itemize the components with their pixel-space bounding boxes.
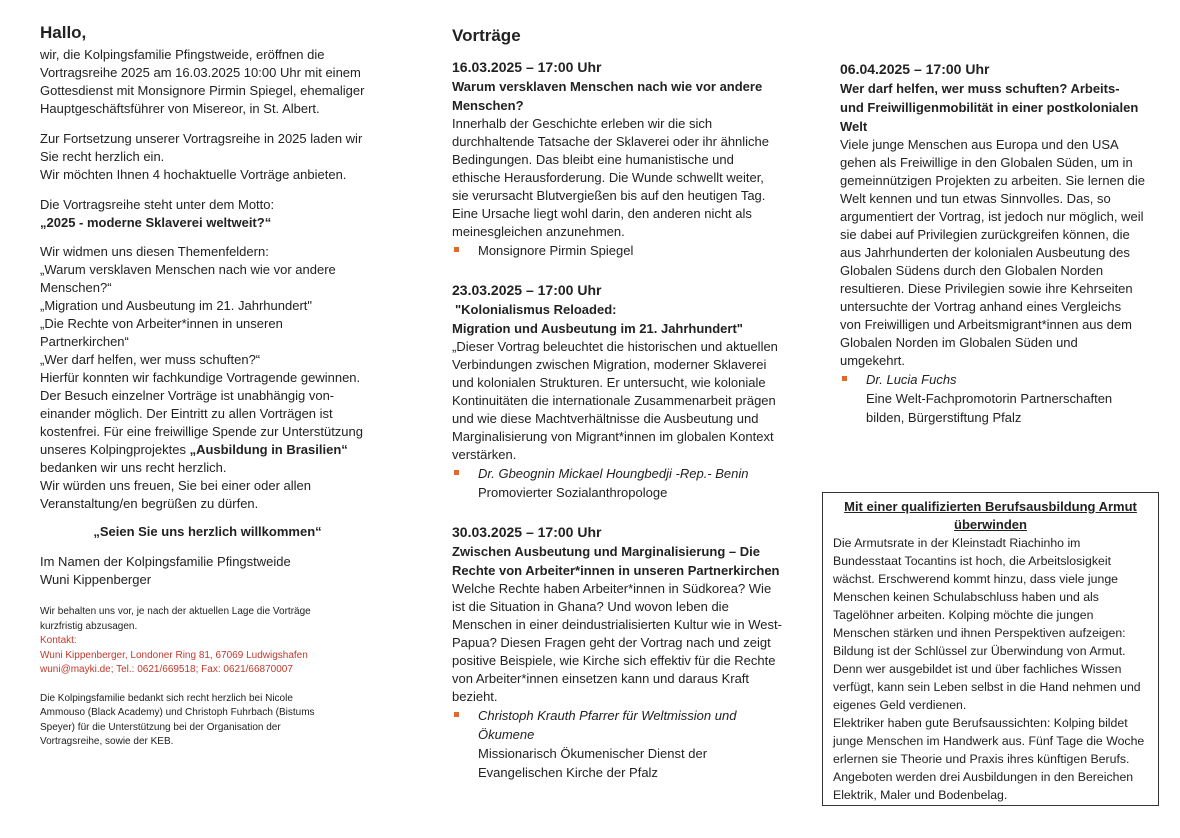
talk3-speaker: Christoph Krauth Pfarrer für Weltmission und Ökumene	[452, 706, 784, 744]
project-info-box	[822, 492, 1159, 806]
invite-text-2: Wir möchten Ihnen 4 hochaktuelle Vorträge anbieten.	[40, 167, 347, 182]
bullet-icon	[454, 712, 459, 717]
contact-label: Kontakt:	[40, 635, 77, 646]
talk1-speaker: Monsignore Pirmin Spiegel	[452, 241, 784, 260]
bullet-icon	[454, 247, 459, 252]
topics-intro: Wir widmen uns diesen Themenfeldern:	[40, 244, 269, 259]
talk4-text: Viele junge Menschen aus Europa und den USA gehen als Freiwillige in den Globalen Süden, um in gemeinnützigen Projekten zu arbeiten. Sie lernen die Welt kennen und tun etwas Sinnvolles. Das, so argumentiert der Vortrag, ist jedoch nur möglich, weil sie dabei auf Privilegien zurückgreifen können, die aus Jahrhunderten der kolonialen Ausbeutung des Globalen Südens durch den Globalen Norden resultieren. Diese Privilegien sowie ihre Kehrseiten untersuchte der Vortrag anhand eines Vergleichs von Freiwilligen und Arbeitsmigrant*innen aus dem Globalen Norden im Globalen Süden und umgekehrt.	[840, 137, 1145, 368]
talk2-text: „Dieser Vortrag beleuchtet die historischen und aktuellen Verbindungen zwischen Migration, moderner Sklaverei und kolonialen Strukturen. Er untersucht, wie koloniale Kontinuitäten die internationale Zusammenarbeit prägen und wie diese Machtverhältnisse die Ausbeutung und Marginalisierung von Migrant*innen im globalen Kontext verstärken.	[452, 339, 778, 462]
box-title: Mit einer qualifizierten Berufsausbildung Armut überwinden	[844, 499, 1137, 532]
intro-text: wir, die Kolpingsfamilie Pfingstweide, eröffnen die Vortragsreihe 2025 am 16.03.2025 10:00 Uhr mit einem Gottesdienst mit Monsignore Pirmin Spiegel, ehemaliger Hauptgeschäftsführer von Misereor, in St. Albert.	[40, 47, 365, 116]
thanks-text: Die Kolpingsfamilie bedankt sich recht herzlich bei Nicole Ammouso (Black Academy) und Christoph Fuhrbach (Bistums Speyer) für die Unterstützung bei der Organisation der Vortragsreihe, sowie der KEB.	[40, 692, 315, 747]
talk4-date: 06.04.2025 – 17:00 Uhr	[840, 61, 990, 77]
talk4-speaker: Dr. Lucia Fuchs	[840, 370, 1145, 389]
talk3-text: Welche Rechte haben Arbeiter*innen in Südkorea? Wie ist die Situation in Ghana? Und wovon leben die Menschen in einer deindustrialisierten Kultur wie in West-Papua? Diesen Fragen geht der Vortrag nach und zeigt positive Beispiele, wie Kirche sich effektiv für die Rechte von Arbeiter*innen einsetzen kann und daraus Kraft bezieht.	[452, 581, 782, 704]
talk2-speaker-role: Promovierter Sozialanthropologe	[478, 485, 668, 500]
signer-name: Wuni Kippenberger	[40, 572, 152, 587]
motto: „2025 - moderne Sklaverei weltweit?“	[40, 215, 272, 230]
talk3-speaker-role: Missionarisch Ökumenischer Dienst der Evangelischen Kirche der Pfalz	[478, 746, 708, 780]
talks-heading: Vorträge	[452, 26, 521, 45]
greeting: Hallo,	[40, 23, 87, 42]
talk3-date: 30.03.2025 – 17:00 Uhr	[452, 524, 602, 540]
talk3-title: Zwischen Ausbeutung und Marginalisierung – Die Rechte von Arbeiter*innen in unseren Partnerkirchen	[452, 544, 780, 578]
closing-text: Wir würden uns freuen, Sie bei einer oder allen Veranstaltung/en begrüßen zu dürfen.	[40, 478, 311, 511]
attendance-text: Der Besuch einzelner Vorträge ist unabhängig von- einander möglich. Der Eintritt zu allen Vorträgen ist kostenfrei. Für eine freiwillige Spende zur Unterstützung unseres Kolpingprojektes „Ausbildung in Brasilien“ bedanken wir uns recht herzlich.	[40, 388, 363, 475]
talk4-speaker-role: Eine Welt-Fachpromotorin Partnerschaften bilden, Bürgerstiftung Pfalz	[866, 391, 1113, 425]
talk1-title: Warum versklaven Menschen nach wie vor andere Menschen?	[452, 79, 763, 113]
box-paragraph: Elektriker haben gute Berufsaussichten: Kolping bildet junge Menschen im Handwerk aus. Fünf Tage die Woche erlernen sie Theorie und Praxis ihres künftigen Berufs. Angeboten werden drei Ausbildungen in den Bereichen Elektrik, Maler und Bodenbelag.	[833, 716, 1145, 802]
contact-details: wuni@mayki.de; Tel.: 0621/669518; Fax: 0621/66870007	[40, 664, 293, 675]
topic-item: „Migration und Ausbeutung im 21. Jahrhundert"	[40, 298, 313, 313]
talk1-date: 16.03.2025 – 17:00 Uhr	[452, 59, 602, 75]
talk2-subtitle: Migration und Ausbeutung im 21. Jahrhundert"	[452, 321, 743, 336]
welcome-text: „Seien Sie uns herzlich willkommen“	[93, 524, 322, 539]
talk2-speaker: Dr. Gbeognin Mickael Houngbedji -Rep.- Benin	[452, 464, 784, 483]
disclaimer: Wir behalten uns vor, je nach der aktuellen Lage die Vorträge kurzfristig abzusagen.	[40, 606, 311, 632]
motto-label: Die Vortragsreihe steht unter dem Motto:	[40, 197, 275, 212]
left-column	[40, 0, 375, 750]
talk1-text: Innerhalb der Geschichte erleben wir die sich durchhaltende Tatsache der Sklaverei oder ihr ähnliche Bedingungen. Das bleibt eine humanistische und ethische Herausforderung. Die Wunde schwellt weiter, sie verursacht Blutvergießen bis auf den heutigen Tag. Eine Ursache liegt wohl darin, den anderen nicht als meinesgleichen anzunehmen.	[452, 116, 770, 239]
signoff-text: Im Namen der Kolpingsfamilie Pfingstweide	[40, 554, 291, 569]
right-column	[840, 0, 1145, 427]
contact-address: Wuni Kippenberger, Londoner Ring 81, 67069 Ludwigshafen	[40, 649, 308, 661]
talk2-date: 23.03.2025 – 17:00 Uhr	[452, 282, 602, 298]
talk4-title: Wer darf helfen, wer muss schuften? Arbeits- und Freiwilligenmobilität in einer postkolonialen Welt	[840, 81, 1139, 134]
middle-column	[452, 0, 784, 782]
topic-item: „Wer darf helfen, wer muss schuften?“	[40, 352, 261, 367]
bullet-icon	[842, 376, 847, 381]
topic-item: „Die Rechte von Arbeiter*innen in unseren Partnerkirchen“	[40, 316, 283, 349]
experts-text: Hierfür konnten wir fachkundige Vortragende gewinnen.	[40, 370, 361, 385]
talk2-title: "Kolonialismus Reloaded:	[455, 302, 617, 317]
box-paragraph: Die Armutsrate in der Kleinstadt Riachinho im Bundesstaat Tocantins ist hoch, die Arbeitslosigkeit wächst. Erschwerend kommt hinzu, dass viele junge Menschen keinen Schulabschluss haben und als Tagelöhner arbeiten. Kolping möchte die jungen Menschen stärken und ihnen Perspektiven aufzeigen: Bildung ist der Schlüssel zur Überwindung von Armut. Denn wer ausgebildet ist und über fachliches Wissen verfügt, kann sein Leben selbst in die Hand nehmen und eigenes Geld verdienen.	[833, 536, 1141, 712]
bullet-icon	[454, 470, 459, 475]
invite-text: Zur Fortsetzung unserer Vortragsreihe in 2025 laden wir Sie recht herzlich ein.	[40, 131, 363, 164]
topic-item: „Warum versklaven Menschen nach wie vor andere Menschen?“	[40, 262, 336, 295]
project-name: „Ausbildung in Brasilien“	[189, 442, 348, 457]
